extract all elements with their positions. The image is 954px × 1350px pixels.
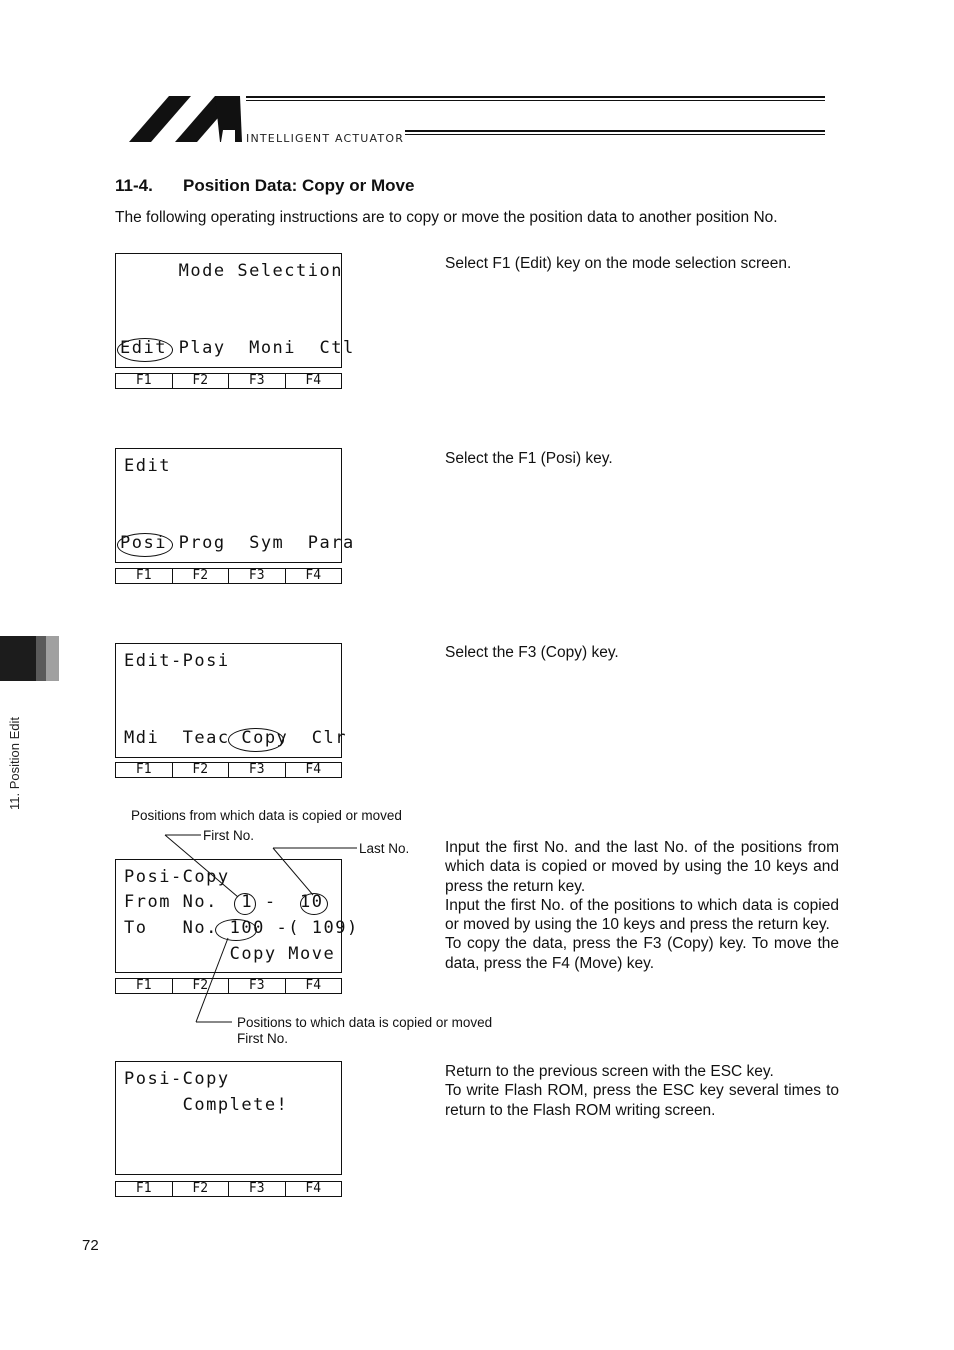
f3-key[interactable]: F3: [229, 1182, 286, 1196]
lcd-line: Posi-Copy: [124, 1069, 230, 1089]
description-text: To copy the data, press the F3 (Copy) key. To move the data, press the F4 (Move) key.: [445, 935, 839, 972]
f1-key[interactable]: F1: [116, 1182, 173, 1196]
lcd-line: From No. 1 - 10: [124, 892, 324, 912]
f2-key[interactable]: F2: [173, 374, 230, 388]
f4-key[interactable]: F4: [305, 762, 322, 777]
step-description: [445, 838, 839, 973]
lcd-line: Posi-Copy: [124, 867, 230, 887]
section-title: Position Data: Copy or Move: [183, 176, 415, 195]
lcd-line: Copy Move: [124, 944, 336, 964]
f3-key[interactable]: F3: [229, 569, 286, 583]
annotation-first-no: First No.: [203, 828, 255, 843]
intro-text: The following operating instructions are to copy or move the position data to another position No.: [115, 209, 778, 226]
description-text: Input the first No. of the positions to which data is copied or moved by using the 10 keys and press the return key.: [445, 896, 839, 934]
description-text: Input the first No. and the last No. of the positions from which data is copied or moved by using the 10 keys and press the return key.: [445, 839, 839, 895]
f4-key[interactable]: F4: [305, 978, 322, 993]
f3-key[interactable]: F3: [229, 979, 286, 993]
f2-key[interactable]: F2: [173, 569, 230, 583]
lcd-line: Mdi Teac Copy Clr: [124, 728, 347, 748]
annotation-to-first-no: First No.: [237, 1031, 289, 1046]
description-text: Select F1 (Edit) key on the mode selection screen.: [445, 255, 792, 272]
description-text: Return to the previous screen with the ESC key.: [445, 1063, 774, 1080]
f1-key[interactable]: F1: [116, 374, 173, 388]
lcd-line: Posi Prog Sym Para: [120, 533, 355, 553]
f2-key[interactable]: F2: [173, 1182, 230, 1196]
f4-key[interactable]: F4: [305, 568, 322, 583]
f3-key[interactable]: F3: [229, 374, 286, 388]
lcd-line: Edit: [124, 456, 171, 476]
lcd-screen-copy-complete: [115, 1061, 342, 1175]
logo-text: INTELLIGENT ACTUATOR: [246, 132, 405, 145]
f2-key[interactable]: F2: [173, 979, 230, 993]
lcd-line: Complete!: [124, 1095, 289, 1115]
f3-key[interactable]: F3: [229, 763, 286, 777]
lcd-line: Edit-Posi: [124, 651, 230, 671]
f4-key[interactable]: F4: [305, 1181, 322, 1196]
step-description: [445, 1062, 839, 1120]
description-text: Select the F3 (Copy) key.: [445, 644, 619, 661]
annotation-to-group: Positions to which data is copied or moved: [237, 1015, 493, 1030]
lcd-line: To No. 100 -( 109): [124, 918, 359, 938]
chapter-label: 11. Position Edit: [7, 717, 22, 810]
f4-key[interactable]: F4: [305, 373, 322, 388]
page-number: 72: [82, 1237, 99, 1254]
lcd-line: Mode Selection: [120, 261, 343, 281]
description-text: Select the F1 (Posi) key.: [445, 450, 613, 467]
annotation-last-no: Last No.: [359, 841, 410, 856]
annotation-from-group: Positions from which data is copied or moved: [131, 808, 402, 823]
f1-key[interactable]: F1: [116, 763, 173, 777]
f1-key[interactable]: F1: [116, 569, 173, 583]
lcd-line: Edit Play Moni Ctl: [120, 338, 355, 358]
description-text: To write Flash ROM, press the ESC key several times to return to the Flash ROM writing screen.: [445, 1082, 839, 1119]
f2-key[interactable]: F2: [173, 763, 230, 777]
section-number: 11-4.: [115, 176, 153, 195]
function-key-bar: [115, 1181, 342, 1197]
f1-key[interactable]: F1: [116, 979, 173, 993]
